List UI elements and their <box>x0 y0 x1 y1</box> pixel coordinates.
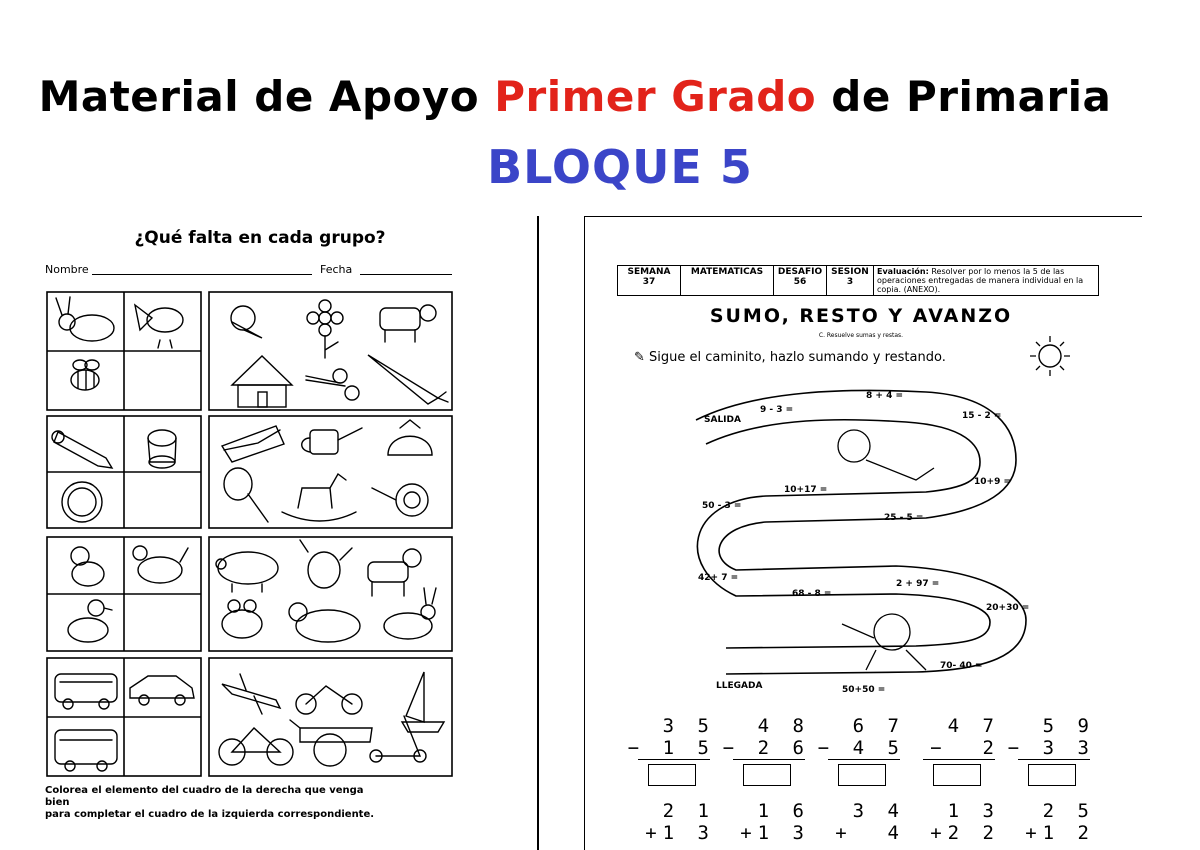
frog-picture <box>222 600 262 638</box>
desafio-label: DESAFIO <box>777 267 823 277</box>
path-op-10: 2 + 97 = <box>896 579 940 589</box>
sub-5-bottom-value: 3 3 <box>1042 737 1095 759</box>
sub-4-answer[interactable] <box>933 764 981 786</box>
bee-picture <box>71 360 99 390</box>
groups-drawing <box>0 0 537 850</box>
add-1-sign: + <box>645 822 663 844</box>
instructions-line-1: Colorea el elemento del cuadro de la derecha que venga bien <box>45 785 364 808</box>
watering-can-picture <box>302 428 362 454</box>
desafio-value: 56 <box>793 277 807 287</box>
house-picture <box>232 356 292 407</box>
path-op-3: 15 - 2 = <box>962 411 1002 421</box>
sub-1-sign: − <box>627 737 646 759</box>
add-2-bottom <box>715 822 810 844</box>
tambourine-picture <box>62 482 102 522</box>
subtraction-4 <box>905 715 1000 795</box>
addition-row <box>620 800 1095 850</box>
sub-1-bottom <box>620 737 715 759</box>
sesion-value: 3 <box>846 277 854 287</box>
sub-5-sign: − <box>1007 737 1026 759</box>
path-op-2: 8 + 4 = <box>866 391 904 401</box>
carrot-picture <box>368 355 448 404</box>
worksheet-title: SUMO, RESTO Y AVANZO <box>709 305 1013 327</box>
materia-cell: MATEMATICAS <box>681 266 774 296</box>
group-4-right-box <box>209 658 452 776</box>
subtraction-1 <box>620 715 715 795</box>
add-1-top: 2 1 <box>662 800 715 822</box>
add-5-bottom <box>1000 822 1095 844</box>
path-op-11: 20+30 = <box>986 603 1030 613</box>
rocking-horse-picture <box>282 474 356 521</box>
semana-cell <box>618 266 681 296</box>
left-worksheet <box>0 0 537 850</box>
addition-3 <box>810 800 905 844</box>
add-3-sign: + <box>835 822 853 844</box>
airplane-picture <box>222 674 280 714</box>
chick-picture <box>71 547 104 586</box>
name-label: Nombre <box>45 263 89 276</box>
envelope-picture <box>222 426 284 462</box>
net-picture <box>224 468 268 522</box>
path-op-6: 10+17 = <box>784 485 828 495</box>
sub-3-bottom-value: 4 5 <box>852 737 905 759</box>
bus-picture <box>55 674 117 709</box>
winding-path-drawing <box>586 370 1142 720</box>
right-frame-left <box>584 216 585 850</box>
add-5-top: 2 5 <box>1042 800 1095 822</box>
add-2-bottom-value: 1 3 <box>757 822 810 844</box>
column-divider <box>537 216 539 850</box>
worksheet-subtitle: C. Resuelve sumas y restas. <box>818 332 904 339</box>
path-op-7: 50 - 3 = <box>702 501 742 511</box>
path-op-9: 68 - 8 = <box>792 589 832 599</box>
evaluacion-text: Resolver por lo menos la 5 de las operaciones entregadas de manera individual en la copia. (ANEXO). <box>877 267 1084 294</box>
ice-cream-picture <box>231 306 262 338</box>
flower-picture <box>307 300 343 358</box>
end-label: LLEGADA <box>716 681 763 691</box>
addition-1 <box>620 800 715 844</box>
helmet-picture <box>388 420 432 455</box>
sub-4-top: 4 7 <box>947 715 1000 737</box>
path-op-4: 10+9 = <box>974 477 1012 487</box>
add-4-top: 1 3 <box>947 800 1000 822</box>
title-part-2: Primer Grado <box>494 72 817 121</box>
rabbit-picture <box>56 297 114 341</box>
bird-picture <box>135 305 183 348</box>
sub-3-top: 6 7 <box>852 715 905 737</box>
left-worksheet-title: ¿Qué falta en cada grupo? <box>134 228 386 248</box>
add-4-sign: + <box>930 822 948 844</box>
addition-4 <box>905 800 1000 844</box>
date-label: Fecha <box>320 263 353 276</box>
horn-picture <box>372 484 428 516</box>
drum-picture <box>148 430 176 468</box>
title-part-3: de Primaria <box>816 72 1112 121</box>
add-5-sign: + <box>1025 822 1043 844</box>
pig-picture <box>216 552 278 592</box>
sub-2-bottom <box>715 737 810 759</box>
add-4-bottom-value: 2 2 <box>947 822 1000 844</box>
bicycle-picture <box>219 728 293 765</box>
trumpet-picture <box>52 431 112 468</box>
worksheet-instruction: ✎ Sigue el caminito, hazlo sumando y restando. <box>634 350 946 365</box>
add-3-bottom <box>810 822 905 844</box>
sailboat-picture <box>402 672 444 732</box>
add-2-top: 1 6 <box>757 800 810 822</box>
subtraction-5 <box>1000 715 1095 795</box>
semana-label: SEMANA <box>627 267 671 277</box>
subtraction-2 <box>715 715 810 795</box>
add-3-top: 3 4 <box>852 800 905 822</box>
car-picture <box>130 676 194 705</box>
group-2-right-box <box>209 416 452 528</box>
add-3-bottom-value: 4 <box>887 822 905 844</box>
scissors-picture <box>306 369 359 400</box>
subtraction-row <box>620 715 1095 800</box>
cart-picture <box>290 720 372 766</box>
left-instructions <box>45 785 385 821</box>
sesion-label: SESION <box>831 267 869 277</box>
semana-value: 37 <box>642 277 656 287</box>
sub-4-bottom-value: 2 <box>982 737 1000 759</box>
instructions-line-2: para completar el cuadro de la izquierda correspondiente. <box>45 809 375 820</box>
sub-1-top: 3 5 <box>662 715 715 737</box>
dog-picture <box>368 549 421 596</box>
hen-picture <box>133 546 188 583</box>
motorcycle-picture <box>296 686 362 714</box>
evaluacion-cell <box>874 266 1099 296</box>
block-title: BLOQUE 5 <box>487 140 753 194</box>
add-4-bottom <box>905 822 1000 844</box>
info-table <box>617 265 1099 296</box>
sub-3-bottom <box>810 737 905 759</box>
duckling-picture <box>68 600 112 642</box>
sub-2-answer[interactable] <box>743 764 791 786</box>
sub-5-top: 5 9 <box>1042 715 1095 737</box>
sub-2-bottom-value: 2 6 <box>757 737 810 759</box>
sub-5-bottom <box>1000 737 1095 759</box>
add-2-sign: + <box>740 822 758 844</box>
add-1-bottom-value: 1 3 <box>662 822 715 844</box>
sub-1-bottom-value: 1 5 <box>662 737 715 759</box>
sesion-cell <box>827 266 874 296</box>
worksheet-instruction-text: Sigue el caminito, hazlo sumando y restando. <box>649 350 946 365</box>
sub-3-answer[interactable] <box>838 764 886 786</box>
desafio-cell <box>774 266 827 296</box>
path-op-1: 9 - 3 = <box>760 405 794 415</box>
sub-1-answer[interactable] <box>648 764 696 786</box>
rooster-picture <box>300 540 352 588</box>
subtraction-3 <box>810 715 905 795</box>
scooter-picture <box>370 716 426 762</box>
path-op-8: 42+ 7 = <box>698 573 739 583</box>
add-1-bottom <box>620 822 715 844</box>
addition-5 <box>1000 800 1095 844</box>
right-frame-top <box>584 216 1142 217</box>
sub-2-sign: − <box>722 737 741 759</box>
bear-picture <box>289 603 360 642</box>
info-table-wrapper <box>617 265 1099 296</box>
path-op-12: 70- 40 = <box>940 661 983 671</box>
sub-2-top: 4 8 <box>757 715 810 737</box>
path-op-5: 25 - 5 = <box>884 513 924 523</box>
start-label: SALIDA <box>704 415 741 425</box>
cow-picture <box>380 305 436 342</box>
evaluacion-label: Evaluación: <box>877 267 929 276</box>
sub-4-bottom <box>905 737 1000 759</box>
kids-illustration <box>838 430 934 670</box>
van-picture <box>55 730 117 771</box>
rabbit-2-picture <box>384 588 436 639</box>
sub-3-sign: − <box>817 737 836 759</box>
path-op-13: 50+50 = <box>842 685 886 695</box>
addition-2 <box>715 800 810 844</box>
title-part-1: Material de Apoyo <box>38 72 495 121</box>
sub-4-sign: − <box>930 737 948 759</box>
add-5-bottom-value: 1 2 <box>1042 822 1095 844</box>
sub-5-answer[interactable] <box>1028 764 1076 786</box>
